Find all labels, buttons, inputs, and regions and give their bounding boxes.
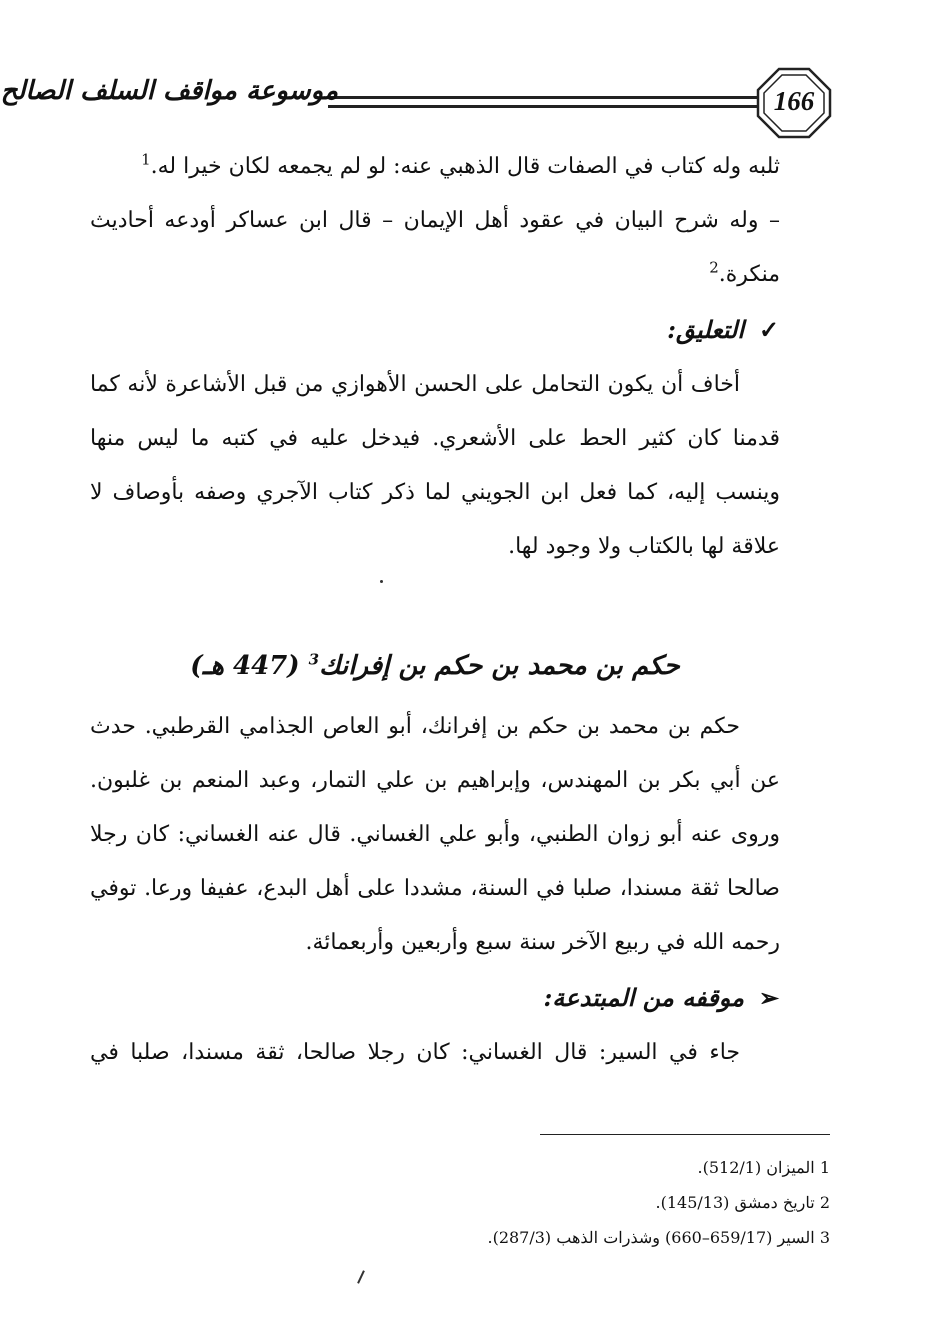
stray-mark	[357, 1270, 365, 1284]
commentary-heading-text: التعليق:	[667, 315, 744, 344]
biography-paragraph: حكم بن محمد بن حكم بن إفرانك، أبو العاص الجذامي القرطبي. حدث عن أبي بكر بن المهندس، وإبراهيم بن علي التمار، وعبد المنعم بن غلبون. وروى عنه أبو زوان الطنبي، وأبو علي الغساني. قال عنه الغساني: كان رجلا صالحا ثقة مسندا، صلبا في السنة، مشددا على أهل البدع، عفيفا ورعا. توفي رحمه الله في ربيع الآخر سنة سبع وأربعين وأربعمائة.	[90, 714, 780, 955]
series-title: موسوعة مواقف السلف الصالح	[0, 76, 338, 106]
page-body	[90, 140, 780, 1080]
arrowhead-icon: ➢	[758, 983, 780, 1012]
footnote-1	[300, 1150, 830, 1185]
commentary-paragraph: أخاف أن يكون التحامل على الحسن الأهوازي من قبل الأشاعرة لأنه كما قدمنا كان كثير الحط على الأشعري. فيدخل عليه في كتبه ما ليس منها وينسب إليه، كما فعل ابن الجويني لما ذكر كتاب الآجري وصفه بأوصاف لا علاقة لها بالكتاب ولا وجود لها.	[90, 372, 780, 559]
footnote-ref-3: 3	[308, 650, 320, 669]
footnote-number: 3	[819, 1228, 830, 1247]
footnote-text: تاريخ دمشق (145/13).	[655, 1193, 815, 1212]
stray-dot	[380, 580, 383, 583]
paragraph-1	[90, 140, 780, 194]
check-mark-icon: ✓	[758, 315, 780, 344]
commentary-heading	[90, 302, 780, 358]
footnote-number: 2	[819, 1193, 830, 1212]
footnote-text: الميزان (512/1).	[697, 1158, 815, 1177]
header-rule	[328, 96, 758, 108]
paragraph-1-text: ثلبه وله كتاب في الصفات قال الذهبي عنه: لو لم يجمعه لكان خيرا له.	[150, 154, 780, 179]
footnote-3	[300, 1220, 830, 1255]
paragraph-2-text: – وله شرح البيان في عقود أهل الإيمان – قال ابن عساكر أودعه أحاديث منكرة.	[90, 208, 780, 287]
page-header	[0, 62, 840, 142]
stance-heading	[90, 970, 780, 1026]
footnote-text: السير (659/17–660) وشذرات الذهب (287/3).	[487, 1228, 815, 1247]
footnote-ref-2: 2	[709, 258, 719, 277]
stance-heading-text: موقفه من المبتدعة:	[543, 983, 744, 1012]
footnote-number: 1	[819, 1158, 830, 1177]
section-title	[90, 638, 780, 694]
page-number-badge	[755, 66, 833, 140]
footnote-separator	[540, 1134, 830, 1135]
paragraph-2	[90, 194, 780, 302]
footnote-2	[300, 1185, 830, 1220]
page-number: 166	[773, 86, 815, 116]
footnotes	[300, 1150, 830, 1255]
section-title-text: حكم بن محمد بن حكم بن إفرانك	[319, 651, 680, 681]
section-year: (447 هـ)	[190, 651, 300, 681]
footnote-ref-1: 1	[141, 150, 151, 169]
stance-paragraph: جاء في السير: قال الغساني: كان رجلا صالحا، ثقة مسندا، صلبا في	[90, 1040, 740, 1065]
